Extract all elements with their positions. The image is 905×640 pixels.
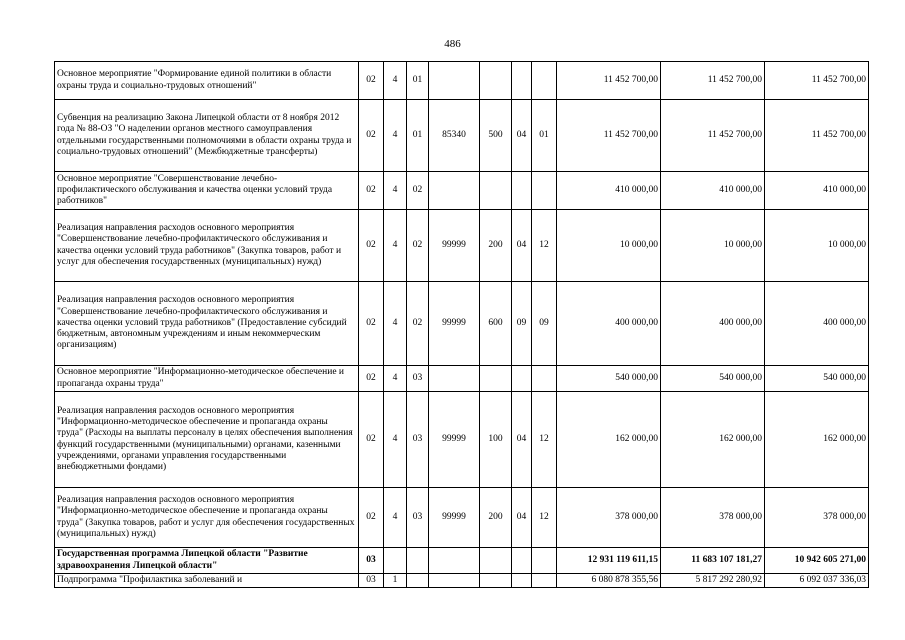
direction-code: 99999 bbox=[429, 392, 480, 488]
row-description: Основное мероприятие "Формирование единой политики в области охраны труда и социально-трудовых отношений" bbox=[55, 62, 359, 100]
amount-year-3: 10 000,00 bbox=[765, 210, 869, 282]
amount-year-1: 378 000,00 bbox=[557, 488, 661, 548]
subsection-code: 09 bbox=[532, 282, 557, 366]
expense-type-code: 200 bbox=[480, 488, 512, 548]
subprogram-code: 4 bbox=[384, 392, 407, 488]
subprogram-code: 4 bbox=[384, 172, 407, 210]
section-code bbox=[512, 172, 532, 210]
amount-year-1: 12 931 119 611,15 bbox=[557, 548, 661, 574]
amount-year-2: 11 683 107 181,27 bbox=[661, 548, 765, 574]
program-code: 02 bbox=[359, 210, 384, 282]
amount-year-3: 162 000,00 bbox=[765, 392, 869, 488]
section-code: 04 bbox=[512, 392, 532, 488]
amount-year-2: 400 000,00 bbox=[661, 282, 765, 366]
direction-code bbox=[429, 548, 480, 574]
section-code: 04 bbox=[512, 100, 532, 172]
table-row bbox=[55, 172, 869, 210]
subsection-code: 12 bbox=[532, 392, 557, 488]
row-description: Реализация направления расходов основного мероприятия "Информационно-методическое обеспечение и пропаганда охраны труда" (Расходы на выплаты персоналу в целях обеспечения выполнения функций государственными (муниципальными) органами, казенными учреждениями, органами управления государственными внебюджетными фондами) bbox=[55, 392, 359, 488]
amount-year-2: 540 000,00 bbox=[661, 366, 765, 392]
section-code: 09 bbox=[512, 282, 532, 366]
program-code: 03 bbox=[359, 548, 384, 574]
subprogram-code: 1 bbox=[384, 574, 407, 588]
subprogram-code: 4 bbox=[384, 62, 407, 100]
amount-year-2: 11 452 700,00 bbox=[661, 100, 765, 172]
row-description: Государственная программа Липецкой области "Развитие здравоохранения Липецкой области" bbox=[55, 548, 359, 574]
amount-year-2: 11 452 700,00 bbox=[661, 62, 765, 100]
table-row bbox=[55, 392, 869, 488]
subsection-code bbox=[532, 62, 557, 100]
table-row bbox=[55, 488, 869, 548]
expense-type-code: 100 bbox=[480, 392, 512, 488]
section-code bbox=[512, 548, 532, 574]
program-code: 02 bbox=[359, 392, 384, 488]
table-row bbox=[55, 548, 869, 574]
event-code: 01 bbox=[407, 100, 429, 172]
amount-year-1: 410 000,00 bbox=[557, 172, 661, 210]
amount-year-1: 6 080 878 355,56 bbox=[557, 574, 661, 588]
event-code bbox=[407, 548, 429, 574]
program-code: 03 bbox=[359, 574, 384, 588]
row-description: Основное мероприятие "Информационно-методическое обеспечение и пропаганда охраны труда" bbox=[55, 366, 359, 392]
amount-year-1: 10 000,00 bbox=[557, 210, 661, 282]
subprogram-code: 4 bbox=[384, 488, 407, 548]
subsection-code: 12 bbox=[532, 210, 557, 282]
row-description: Подпрограмма "Профилактика заболеваний и bbox=[55, 574, 359, 588]
direction-code: 99999 bbox=[429, 210, 480, 282]
amount-year-3: 11 452 700,00 bbox=[765, 100, 869, 172]
amount-year-3: 378 000,00 bbox=[765, 488, 869, 548]
event-code: 02 bbox=[407, 172, 429, 210]
amount-year-3: 11 452 700,00 bbox=[765, 62, 869, 100]
subprogram-code: 4 bbox=[384, 210, 407, 282]
amount-year-3: 6 092 037 336,03 bbox=[765, 574, 869, 588]
subprogram-code: 4 bbox=[384, 282, 407, 366]
section-code bbox=[512, 574, 532, 588]
subsection-code bbox=[532, 172, 557, 210]
amount-year-2: 410 000,00 bbox=[661, 172, 765, 210]
expense-type-code: 500 bbox=[480, 100, 512, 172]
row-description: Основное мероприятие "Совершенствование лечебно-профилактического обслуживания и качества оценки условий труда работников" bbox=[55, 172, 359, 210]
section-code: 04 bbox=[512, 488, 532, 548]
table-row bbox=[55, 282, 869, 366]
direction-code bbox=[429, 574, 480, 588]
table-row bbox=[55, 210, 869, 282]
amount-year-3: 10 942 605 271,00 bbox=[765, 548, 869, 574]
expense-type-code bbox=[480, 172, 512, 210]
program-code: 02 bbox=[359, 62, 384, 100]
amount-year-2: 10 000,00 bbox=[661, 210, 765, 282]
direction-code: 99999 bbox=[429, 488, 480, 548]
row-description: Реализация направления расходов основного мероприятия "Совершенствование лечебно-профилактического обслуживания и качества оценки условий труда работников" (Закупка товаров, работ и услуг для обеспечения государственных (муниципальных) нужд) bbox=[55, 210, 359, 282]
table-row bbox=[55, 366, 869, 392]
amount-year-1: 11 452 700,00 bbox=[557, 62, 661, 100]
amount-year-1: 162 000,00 bbox=[557, 392, 661, 488]
subprogram-code: 4 bbox=[384, 366, 407, 392]
table-row bbox=[55, 62, 869, 100]
section-code bbox=[512, 366, 532, 392]
section-code: 04 bbox=[512, 210, 532, 282]
row-description: Субвенция на реализацию Закона Липецкой области от 8 ноября 2012 года № 88-ОЗ "О наделении органов местного самоуправления отдельными государственными полномочиями в области охраны труда и социально-трудовых отношений" (Межбюджетные трансферты) bbox=[55, 100, 359, 172]
direction-code: 99999 bbox=[429, 282, 480, 366]
expense-type-code bbox=[480, 548, 512, 574]
amount-year-2: 5 817 292 280,92 bbox=[661, 574, 765, 588]
amount-year-3: 540 000,00 bbox=[765, 366, 869, 392]
direction-code bbox=[429, 62, 480, 100]
event-code: 01 bbox=[407, 62, 429, 100]
amount-year-3: 410 000,00 bbox=[765, 172, 869, 210]
amount-year-2: 378 000,00 bbox=[661, 488, 765, 548]
subsection-code: 12 bbox=[532, 488, 557, 548]
table-row bbox=[55, 100, 869, 172]
page-number: 486 bbox=[444, 38, 461, 50]
amount-year-3: 400 000,00 bbox=[765, 282, 869, 366]
event-code: 03 bbox=[407, 488, 429, 548]
expense-type-code bbox=[480, 574, 512, 588]
direction-code bbox=[429, 366, 480, 392]
table-row bbox=[55, 574, 869, 588]
event-code bbox=[407, 574, 429, 588]
program-code: 02 bbox=[359, 282, 384, 366]
event-code: 03 bbox=[407, 366, 429, 392]
direction-code: 85340 bbox=[429, 100, 480, 172]
row-description: Реализация направления расходов основного мероприятия "Информационно-методическое обеспечение и пропаганда охраны труда" (Закупка товаров, работ и услуг для обеспечения государственных (муниципальных) нужд) bbox=[55, 488, 359, 548]
row-description: Реализация направления расходов основного мероприятия "Совершенствование лечебно-профилактического обслуживания и качества оценки условий труда работников" (Предоставление субсидий бюджетным, автономным учреждениям и иным некоммерческим организациям) bbox=[55, 282, 359, 366]
section-code bbox=[512, 62, 532, 100]
amount-year-1: 400 000,00 bbox=[557, 282, 661, 366]
subprogram-code: 4 bbox=[384, 100, 407, 172]
event-code: 02 bbox=[407, 282, 429, 366]
amount-year-2: 162 000,00 bbox=[661, 392, 765, 488]
program-code: 02 bbox=[359, 366, 384, 392]
event-code: 03 bbox=[407, 392, 429, 488]
expense-type-code: 600 bbox=[480, 282, 512, 366]
program-code: 02 bbox=[359, 172, 384, 210]
expense-type-code: 200 bbox=[480, 210, 512, 282]
subsection-code bbox=[532, 366, 557, 392]
amount-year-1: 11 452 700,00 bbox=[557, 100, 661, 172]
amount-year-1: 540 000,00 bbox=[557, 366, 661, 392]
direction-code bbox=[429, 172, 480, 210]
subsection-code: 01 bbox=[532, 100, 557, 172]
budget-table bbox=[54, 61, 869, 588]
subsection-code bbox=[532, 548, 557, 574]
program-code: 02 bbox=[359, 488, 384, 548]
subprogram-code bbox=[384, 548, 407, 574]
subsection-code bbox=[532, 574, 557, 588]
event-code: 02 bbox=[407, 210, 429, 282]
expense-type-code bbox=[480, 62, 512, 100]
program-code: 02 bbox=[359, 100, 384, 172]
expense-type-code bbox=[480, 366, 512, 392]
